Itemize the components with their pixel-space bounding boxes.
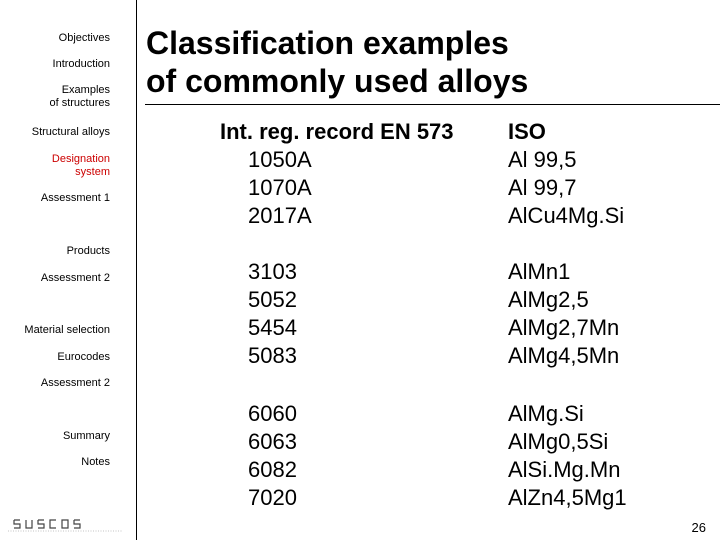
nav-item-introduction[interactable]: Introduction <box>52 58 110 70</box>
en573-cell: 1050A <box>248 147 312 172</box>
nav-item-assessment-1[interactable]: Assessment 1 <box>40 192 110 204</box>
iso-header-label: ISO <box>508 119 546 144</box>
slide-title: Classification examples of commonly used alloys <box>146 25 529 99</box>
iso-cell: AlMg4,5Mn <box>508 343 620 368</box>
en573-cell: 5052 <box>248 287 297 312</box>
en573-cell: 1070A <box>248 175 312 200</box>
iso-group-3 <box>508 400 627 512</box>
iso-cell: AlMg.Si <box>508 401 584 426</box>
en573-group-1 <box>248 146 312 230</box>
en573-cell: 7020 <box>248 485 297 510</box>
en573-header-label: Int. reg. record EN 573 <box>220 119 454 144</box>
en573-group-2 <box>248 258 297 370</box>
suscos-logo <box>6 514 124 536</box>
nav-item-notes[interactable]: Notes <box>81 456 110 468</box>
iso-cell: AlZn4,5Mg1 <box>508 485 627 510</box>
nav-item-summary[interactable]: Summary <box>62 430 110 442</box>
nav-item-designation-system[interactable]: Designation system <box>51 153 110 178</box>
iso-cell: AlMg2,7Mn <box>508 315 620 340</box>
iso-cell: AlSi.Mg.Mn <box>508 457 621 482</box>
en573-cell: 2017A <box>248 203 312 228</box>
nav-item-objectives[interactable]: Objectives <box>58 32 110 44</box>
en573-header <box>220 118 454 146</box>
title-underline <box>145 104 720 105</box>
iso-cell: AlCu4Mg.Si <box>508 203 625 228</box>
en573-cell: 6082 <box>248 457 297 482</box>
iso-cell: AlMg2,5 <box>508 287 589 312</box>
iso-cell: Al 99,7 <box>508 175 577 200</box>
nav-item-material-selection[interactable]: Material selection <box>24 324 110 336</box>
en573-cell: 3103 <box>248 259 297 284</box>
nav-item-products[interactable]: Products <box>66 245 110 257</box>
iso-header <box>508 118 546 146</box>
en573-cell: 6060 <box>248 401 297 426</box>
en573-cell: 5454 <box>248 315 297 340</box>
nav-item-eurocodes[interactable]: Eurocodes <box>57 351 110 363</box>
en573-cell: 6063 <box>248 429 297 454</box>
nav-item-structural-alloys[interactable]: Structural alloys <box>31 126 110 138</box>
iso-group-1 <box>508 146 624 230</box>
nav-item-assessment-2[interactable]: Assessment 2 <box>40 272 110 284</box>
iso-cell: Al 99,5 <box>508 147 577 172</box>
nav-item-assessment-2b[interactable]: Assessment 2 <box>40 377 110 389</box>
vertical-divider <box>136 0 137 540</box>
sidebar-nav <box>0 0 118 540</box>
page-number: 26 <box>691 520 706 535</box>
iso-cell: AlMg0,5Si <box>508 429 609 454</box>
nav-item-examples-of-structures[interactable]: Examples of structures <box>49 84 110 109</box>
iso-cell: AlMn1 <box>508 259 571 284</box>
iso-group-2 <box>508 258 619 370</box>
en573-cell: 5083 <box>248 343 297 368</box>
en573-group-3 <box>248 400 297 512</box>
